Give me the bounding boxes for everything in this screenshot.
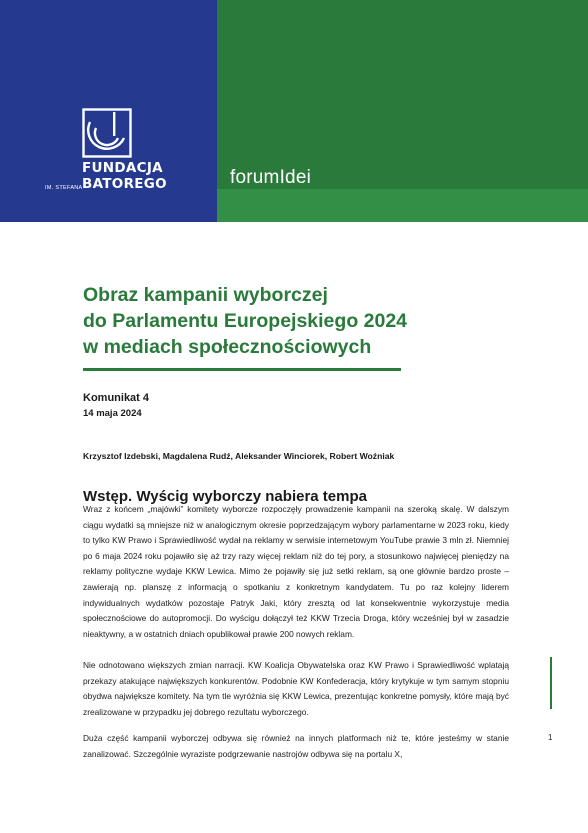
logo-text-batorego: BATOREGO	[82, 176, 167, 192]
logo-text-fundacja: FUNDACJA	[82, 160, 163, 176]
fundacja-batorego-logo-icon	[82, 108, 132, 158]
authors-line: Krzysztof Izdebski, Magdalena Rudź, Aleksander Winciorek, Robert Woźniak	[83, 451, 395, 461]
title-line: w mediach społecznościowych	[83, 336, 372, 358]
section-heading: Wstęp. Wyścig wyborczy nabiera tempa	[83, 488, 367, 505]
body-paragraph: Wraz z końcem „majówki” komitety wyborcze rozpoczęły prowadzenie kampanii na szeroką skalę. W dalszym ciągu wydatki są mniejsze niż w analogicznym okresie poprzedzającym wybory parlamentarne w 2023 roku, kiedy to tylko KW Prawo i Sprawiedliwość wydał na reklamy w serwisie internetowym YouTube prawie 3 mln zł. Niemniej po 6 maja 2024 roku pojawiło się aż trzy razy więcej reklam niż do tej pory, a stosunkowo najwięcej pieniędzy na reklamy polityczne wydaje KKW Lewica. Mimo że pojawiły się już setki reklam, są one głównie bardzo proste – zawierają np. planszę z informacją o spotkaniu z konkretnym kandydatem. Tu po raz kolejny liderem indywidualnych wydatków pozostaje Patryk Jaki, który zresztą od lat konsekwentnie wykorzystuje media społecznościowe do autopromocji. Do wyścigu dołączył też KKW Trzecia Droga, który wcześniej był w zasadzie nieaktywny, a w ostatnich dniach opublikował prawie 200 nowych reklam.	[83, 504, 509, 639]
page-number: 1	[548, 733, 553, 742]
green-stripe	[217, 189, 588, 222]
body-paragraph: Nie odnotowano większych zmian narracji. KW Koalicja Obywatelska oraz KW Prawo i Sprawiedliwość wplatają przekazy atakujące największych konkurentów. Podobnie KW Konfederacja, który krytykuje w tym samym stopniu obydwa największe komitety. Na tym tle wyróżnia się KKW Lewica, prezentując konkretne pomysły, które mają być zrealizowane w przypadku jej dobrego rezultatu wyborczego.	[83, 660, 509, 717]
body-paragraph: Duża część kampanii wyborczej odbywa się również na innych platformach niż te, które jesteśmy w stanie zanalizować. Szczególnie wyraziste podgrzewanie nastrojów odbywa się na portalu X,	[83, 733, 509, 759]
publication-date: 14 maja 2024	[83, 408, 142, 419]
komunikat-label: Komunikat 4	[83, 392, 150, 404]
title-line: do Parlamentu Europejskiego 2024	[83, 310, 408, 332]
logo-text-im-stefana: IM. STEFANA	[45, 185, 83, 191]
document-title	[83, 282, 503, 360]
header-banner	[0, 0, 588, 222]
title-line: Obraz kampanii wyborczej	[83, 284, 328, 306]
margin-accent-bar	[550, 657, 552, 709]
title-underline	[83, 368, 401, 371]
forum-idei-label: forumIdei	[230, 167, 312, 188]
